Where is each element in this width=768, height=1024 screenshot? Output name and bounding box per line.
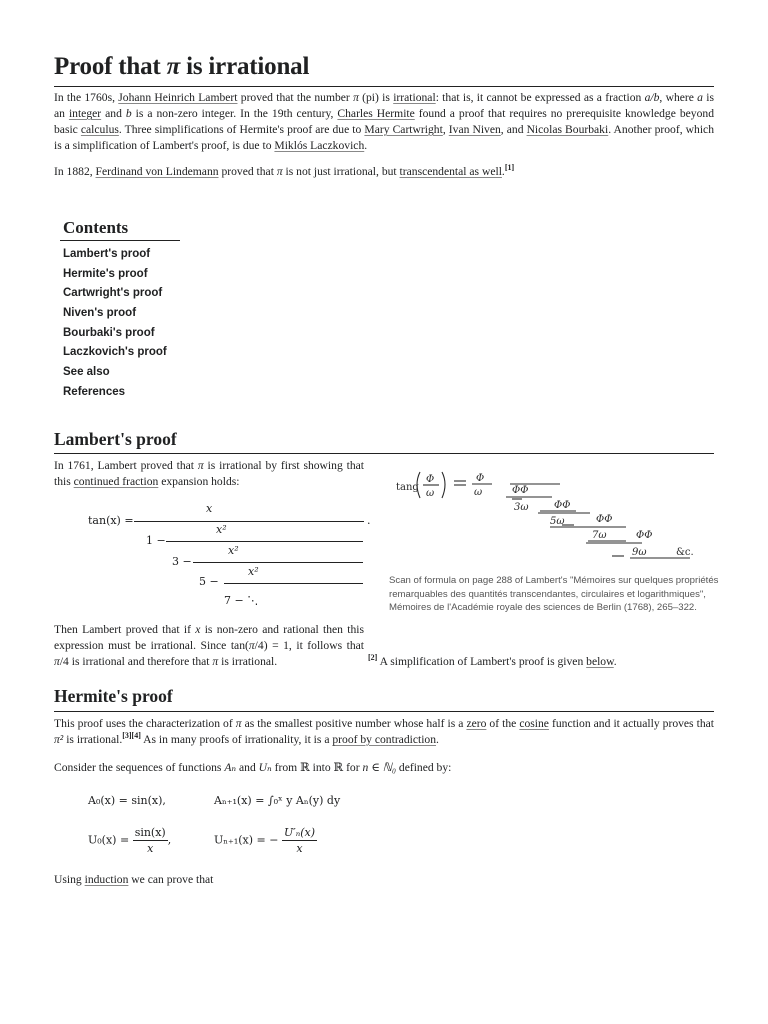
- text-run: /4) = 1, it follows that: [254, 639, 364, 652]
- section-heading-lambert: Lambert's proof: [54, 429, 177, 449]
- cf-bar-2: [166, 541, 363, 542]
- cf-numerator-4: x²: [248, 565, 259, 578]
- math-symbol: π: [197, 459, 204, 472]
- cf-numerator-2: x²: [216, 523, 227, 536]
- text-run: /4 is irrational and therefore that: [59, 655, 213, 668]
- toc-title: Contents: [63, 218, 129, 237]
- cf-numerator-3: x²: [228, 544, 239, 557]
- text-run: , where: [659, 91, 698, 104]
- svg-text:5ω: 5ω: [550, 516, 565, 527]
- cf-bar-3: [193, 562, 363, 563]
- u0-fraction: [133, 826, 168, 855]
- math-symbol: π²: [54, 733, 64, 746]
- text-run: In 1761, Lambert proved that: [54, 459, 198, 472]
- svg-text:tang: tang: [396, 482, 419, 493]
- text-run: found a proof that requires no prerequisite knowledge beyond basic: [54, 107, 714, 136]
- text-run: defined by:: [396, 761, 452, 774]
- text-run: . Another proof, which is a simplification of Lambert's proof, is due to: [54, 123, 714, 152]
- cf-dot: .: [367, 514, 371, 527]
- text-run: is non-zero and rational then this expression must be irrational. Since tan(: [54, 623, 364, 652]
- lambert-continued-fraction: [88, 502, 371, 612]
- math-symbol: Aₙ: [224, 761, 237, 774]
- toc-item-nivens-proof[interactable]: Niven's proof: [63, 307, 137, 320]
- citation-ref[interactable]: [2]: [368, 653, 378, 662]
- toc-item-see-also[interactable]: See also: [63, 366, 110, 379]
- math-symbol: π: [353, 91, 359, 104]
- article-link[interactable]: irrational: [393, 91, 436, 104]
- article-link[interactable]: transcendental as well: [399, 165, 502, 178]
- text-run: .: [613, 655, 617, 668]
- text-run: is not just irrational, but: [282, 165, 400, 178]
- article-link[interactable]: Ferdinand von Lindemann: [95, 165, 219, 178]
- text-run: we can prove that: [128, 873, 214, 886]
- toc-item-lamberts-proof[interactable]: Lambert's proof: [63, 248, 151, 260]
- article-link[interactable]: Charles Hermite: [337, 107, 415, 120]
- u0-lhs: U₀(x) =: [88, 833, 130, 847]
- text-run: from ℝ into ℝ for: [271, 761, 363, 774]
- lambert-paragraph-1: [54, 458, 364, 490]
- article-link[interactable]: continued fraction: [73, 475, 159, 488]
- text-run: .: [501, 165, 505, 178]
- math-symbol: a: [697, 91, 703, 104]
- lambert-paragraph-2-rest: [54, 654, 714, 670]
- section-heading-hermite: Hermite's proof: [54, 686, 173, 706]
- math-symbol: Uₙ: [258, 761, 272, 774]
- article-link[interactable]: Mary Cartwright: [364, 123, 443, 136]
- u0-comma: ,: [167, 833, 172, 847]
- math-symbol: n ∈ ℕ₀: [362, 761, 396, 774]
- text-run: A simplification of Lambert's proof is given: [377, 655, 587, 668]
- hermite-equation-u0: [88, 826, 171, 855]
- text-run: proved that: [218, 165, 277, 178]
- svg-text:7ω: 7ω: [592, 530, 607, 541]
- svg-text:Φ: Φ: [476, 473, 485, 484]
- text-run: and: [236, 761, 259, 774]
- math-symbol: x: [195, 623, 201, 636]
- citation-ref[interactable]: [1]: [504, 163, 515, 172]
- text-run: (pi) is: [358, 91, 394, 104]
- text-run: .: [364, 139, 368, 152]
- toc-item-hermites-proof[interactable]: Hermite's proof: [63, 267, 148, 280]
- text-run: is irrational.: [218, 655, 278, 668]
- hermite-equation-an: Aₙ₊₁(x) = ∫₀ˣ y Aₙ(y) dy: [214, 794, 341, 807]
- section-rule-lambert: [54, 453, 714, 454]
- math-symbol: a/b: [644, 91, 660, 104]
- math-symbol: π: [54, 655, 60, 668]
- text-run: is a non-zero integer. In the 19th century,: [131, 107, 338, 120]
- cf-numerator-1: x: [206, 502, 213, 515]
- article-link[interactable]: below: [586, 655, 614, 668]
- text-run: and: [101, 107, 126, 120]
- article-title: Proof that π is irrational: [54, 53, 310, 80]
- text-run: expansion holds:: [158, 475, 240, 488]
- cf-denominator-3: 5 −: [199, 575, 219, 588]
- math-symbol: π: [212, 655, 219, 668]
- u0-numerator: sin(x): [134, 826, 166, 839]
- text-run: . Three simplifications of Hermite's proof are due to: [118, 123, 365, 136]
- text-run: Then Lambert proved that if: [54, 623, 196, 636]
- u0-denominator: x: [147, 842, 154, 855]
- article-link[interactable]: Johann Heinrich Lambert: [118, 91, 238, 104]
- article-link[interactable]: integer: [68, 107, 102, 120]
- svg-text:&c.: &c.: [676, 547, 694, 558]
- section-rule-hermite: [54, 711, 714, 712]
- hermite-paragraph-1: [54, 716, 714, 748]
- cf-denominator-1: 1 −: [146, 534, 166, 547]
- svg-text:ΦΦ: ΦΦ: [596, 514, 613, 525]
- title-rule: [54, 86, 714, 87]
- math-symbol: π: [235, 717, 242, 730]
- svg-text:ΦΦ: ΦΦ: [554, 500, 571, 511]
- un-denominator: x: [296, 842, 303, 855]
- toc-rule: [60, 240, 180, 241]
- toc-item-cartwrights-proof[interactable]: Cartwright's proof: [63, 287, 163, 300]
- cf-bar-4: [224, 583, 363, 584]
- text-run: In the 1760s,: [54, 91, 119, 104]
- lambert-scan-image: [390, 470, 720, 570]
- article-link[interactable]: Nicolas Bourbaki: [526, 123, 609, 136]
- article-link[interactable]: induction: [84, 873, 129, 886]
- un-numerator: U′ₙ(x): [283, 826, 315, 839]
- text-run: is an: [54, 91, 714, 120]
- toc-item-bourbakis-proof[interactable]: Bourbaki's proof: [63, 326, 155, 339]
- text-run: is irrational.: [63, 733, 123, 746]
- article-link[interactable]: calculus: [80, 123, 119, 136]
- table-of-contents: [63, 246, 167, 404]
- hermite-equation-un: [214, 826, 317, 855]
- toc-item-references[interactable]: References: [63, 385, 126, 398]
- citation-ref[interactable]: [3][4]: [122, 731, 141, 740]
- cf-bar-1: [134, 521, 364, 522]
- text-run: This proof uses the characterization of: [54, 717, 236, 730]
- text-run: function and it actually proves that: [548, 717, 714, 730]
- svg-text:ΦΦ: ΦΦ: [636, 530, 653, 541]
- svg-text:ΦΦ: ΦΦ: [512, 485, 529, 496]
- text-run: ,: [442, 123, 449, 136]
- math-symbol: π: [276, 165, 283, 178]
- toc-item-laczkovichs-proof[interactable]: Laczkovich's proof: [63, 346, 167, 359]
- article-link[interactable]: Miklós Laczkovich: [274, 139, 365, 152]
- hermite-paragraph-3: [54, 872, 714, 888]
- article-link[interactable]: cosine: [519, 717, 549, 730]
- text-run: proved that the number: [237, 91, 354, 104]
- intro-paragraph-1: [54, 90, 714, 154]
- text-run: .: [436, 733, 439, 746]
- text-run: In 1882,: [54, 165, 96, 178]
- svg-text:9ω: 9ω: [632, 547, 647, 558]
- text-run: is irrational by first showing that this: [54, 459, 364, 488]
- svg-text:Φ: Φ: [426, 474, 435, 485]
- math-symbol: b: [125, 107, 132, 120]
- cf-denominator-2: 3 −: [172, 555, 192, 568]
- hermite-equation-a0: A₀(x) = sin(x),: [88, 794, 166, 807]
- svg-text:ω: ω: [426, 488, 435, 499]
- cf-denominator-4: 7 − ⋱: [224, 594, 259, 607]
- lambert-scan-caption: Scan of formula on page 288 of Lambert's "Mémoires sur quelques propriétés remarquables des quantités transcendantes, circulaires et logarithmiques", Mémoires de l'Académie royale des sciences de Berlin (1768), 265–322.: [389, 575, 719, 614]
- text-run: , and: [500, 123, 527, 136]
- article-link[interactable]: Ivan Niven: [448, 123, 501, 136]
- text-run: Consider the sequences of functions: [54, 761, 225, 774]
- math-symbol: π: [248, 639, 255, 652]
- text-run: of the: [486, 717, 520, 730]
- svg-text:ω: ω: [474, 487, 483, 498]
- text-run: Using: [54, 873, 85, 886]
- un-fraction: [282, 826, 317, 855]
- text-run: As in many proofs of irrationality, it is a: [140, 733, 333, 746]
- text-run: : that is, it cannot be expressed as a fraction: [435, 91, 645, 104]
- un-lhs: Uₙ₊₁(x) = −: [214, 833, 279, 847]
- svg-text:3ω: 3ω: [514, 502, 529, 513]
- intro-paragraph-2: [54, 164, 714, 180]
- cf-lhs: tan(x) =: [88, 514, 134, 527]
- hermite-paragraph-2: [54, 760, 714, 776]
- text-run: as the smallest positive number whose half is a: [241, 717, 467, 730]
- article-link[interactable]: zero: [466, 717, 487, 730]
- article-link[interactable]: proof by contradiction: [332, 733, 437, 746]
